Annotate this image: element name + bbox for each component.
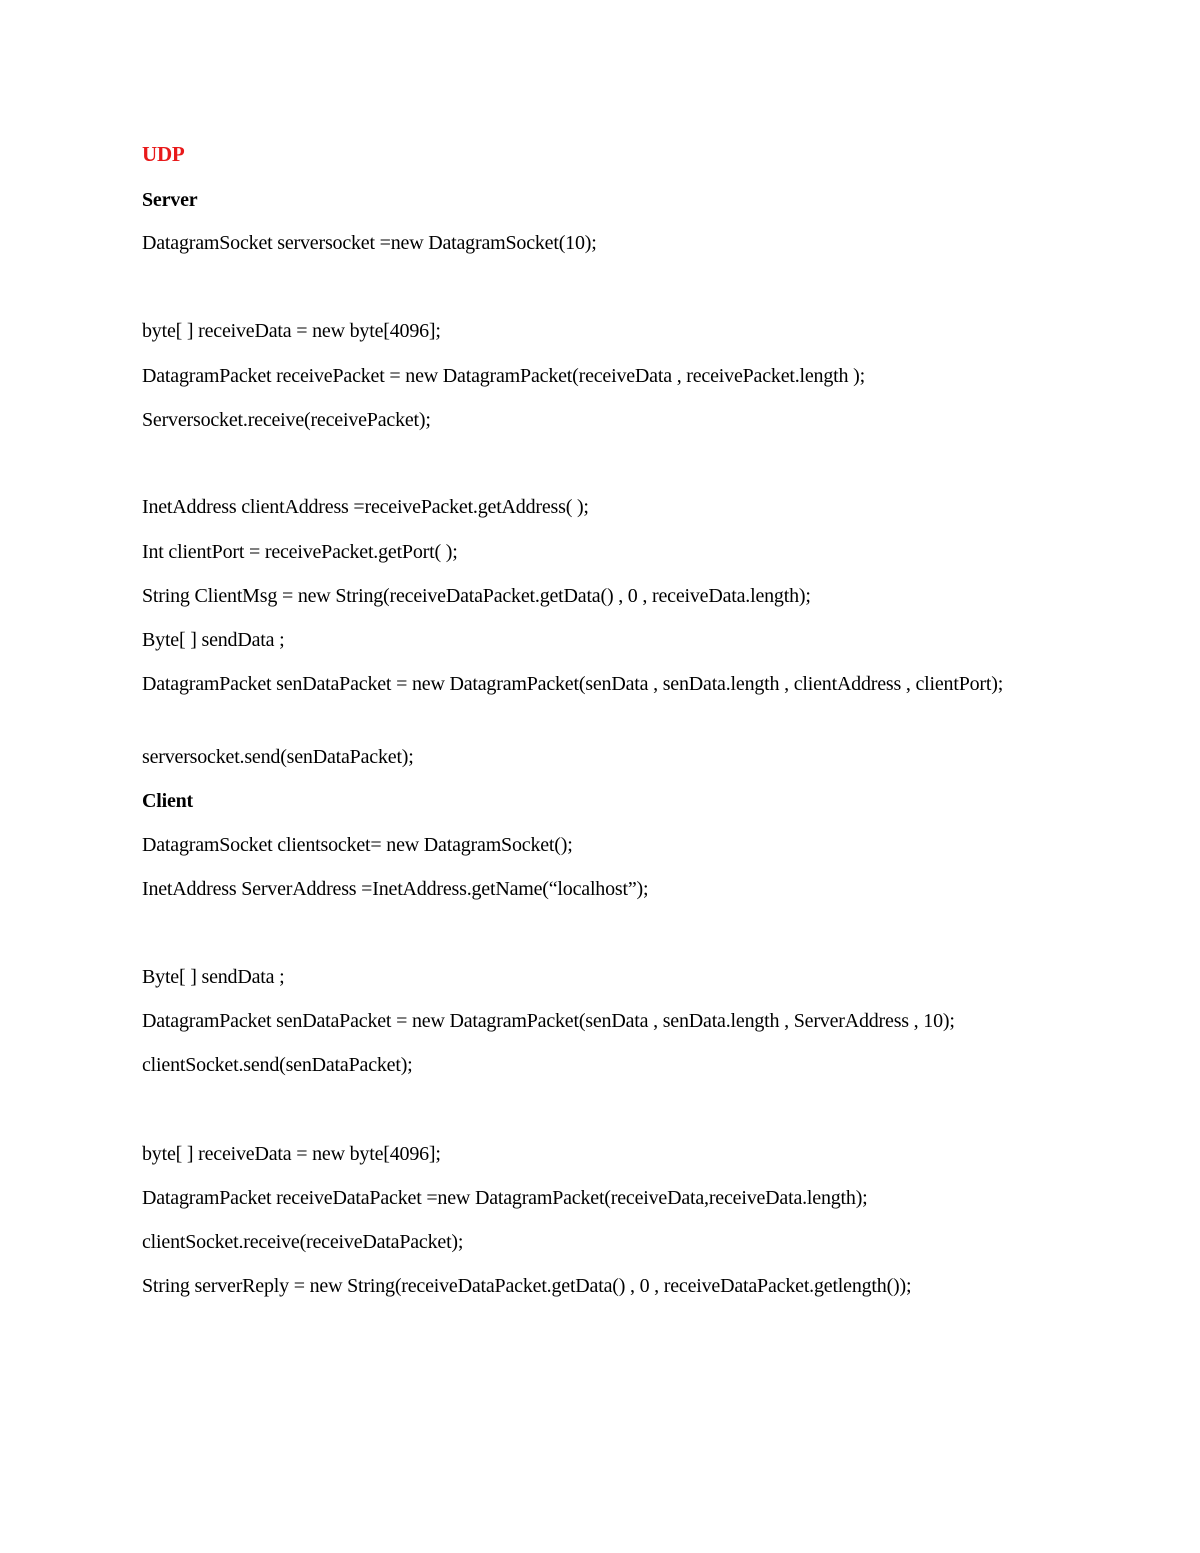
client-code-line: clientSocket.receive(receiveDataPacket); [142, 1231, 464, 1253]
client-code-line: String serverReply = new String(receiveDataPacket.getData() , 0 , receiveDataPacket.getlength()); [142, 1275, 912, 1297]
client-code-line: byte[ ] receiveData = new byte[4096]; [142, 1143, 441, 1165]
server-code-line: serversocket.send(senDataPacket); [142, 746, 414, 768]
client-code-line: Byte[ ] sendData ; [142, 966, 285, 988]
server-code-line: DatagramSocket serversocket =new DatagramSocket(10); [142, 232, 597, 254]
document-title: UDP [142, 142, 185, 166]
client-heading: Client [142, 790, 194, 812]
client-code-line: clientSocket.send(senDataPacket); [142, 1054, 413, 1076]
client-code-line: DatagramPacket senDataPacket = new DatagramPacket(senData , senData.length , ServerAddress , 10); [142, 1010, 955, 1032]
client-code-line: DatagramSocket clientsocket= new DatagramSocket(); [142, 834, 573, 856]
server-code-line: byte[ ] receiveData = new byte[4096]; [142, 320, 441, 342]
server-code-line: Serversocket.receive(receivePacket); [142, 409, 431, 431]
server-code-line: DatagramPacket receivePacket = new DatagramPacket(receiveData , receivePacket.length ); [142, 365, 865, 387]
server-code-line: InetAddress clientAddress =receivePacket.getAddress( ); [142, 496, 589, 518]
client-code-line: DatagramPacket receiveDataPacket =new DatagramPacket(receiveData,receiveData.length); [142, 1187, 868, 1209]
server-code-line: Int clientPort = receivePacket.getPort( ); [142, 541, 458, 563]
server-code-line: DatagramPacket senDataPacket = new DatagramPacket(senData , senData.length , clientAddress , clientPort); [142, 673, 1004, 695]
server-heading: Server [142, 189, 198, 211]
server-code-line: Byte[ ] sendData ; [142, 629, 285, 651]
client-code-line: InetAddress ServerAddress =InetAddress.getName(“localhost”); [142, 878, 649, 900]
server-code-line: String ClientMsg = new String(receiveDataPacket.getData() , 0 , receiveData.length); [142, 585, 811, 607]
